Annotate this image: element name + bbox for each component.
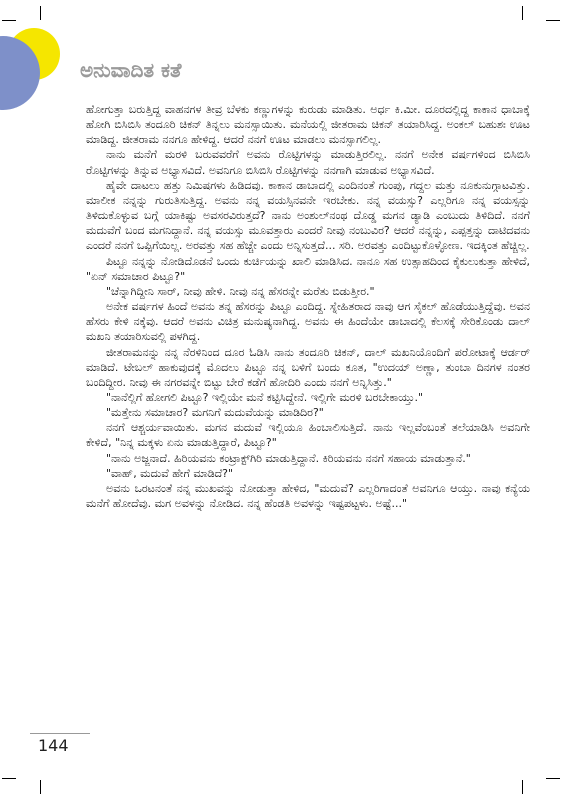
paragraph: ಅನೇಕ ವರ್ಷಗಳ ಹಿಂದೆ ಅವನು ತನ್ನ ಹೆಸರನ್ನು ಪಿಟ್ಟೂ ಎಂದಿದ್ದ. ಸ್ನೇಹಿತರಾದ ನಾವು ಆಗ ಸೈಕಲ್ ಹೊಡೆಯುತ್ತಿದ್ದೆವು. ಅವನ ಹೆಸರು ಕೇಳಿ ನಕ್ಕೆವು. ಆದರೆ ಅವನು ವಿಚಿತ್ರ ಮನುಷ್ಯನಾಗಿದ್ದ. ಅವನು ಈ ಹಿಂದೆಯೇ ಡಾಬಾದಲ್ಲಿ ಕೆಲಸಕ್ಕೆ ಸೇರಿಕೊಂಡು ದಾಲ್ ಮಖನಿ ತಯಾರಿಸುವಲ್ಲಿ ಪಳಗಿದ್ದ.: [86, 300, 530, 344]
paragraph: "ವಾಹ್, ಮದುವೆ ಹೇಗೆ ಮಾಡಿದೆ?": [106, 466, 234, 480]
paragraph: "ನಾನೆಲ್ಲಿಗೆ ಹೋಗಲಿ ಪಿಟ್ಟೂ? ಇಲ್ಲಿಯೇ ಮನೆ ಕಟ್ಟಿಸಿದ್ದೇನೆ. ಇಲ್ಲಿಗೇ ಮರಳಿ ಬರಬೇಕಾಯ್ತು.": [106, 390, 424, 404]
crop-mark: [522, 6, 523, 20]
page-number: 144: [38, 736, 69, 755]
paragraph: ನನಗೆ ಆಶ್ಚರ್ಯವಾಯಿತು. ಮಗನ ಮದುವೆ ಇಲ್ಲಿಯೂ ಹಿಂಬಾಲಿಸುತ್ತಿದೆ. ನಾನು ಇಲ್ಲವೆಂಬಂತೆ ತಲೆಯಾಡಿಸಿ ಅವನಿಗೇ ಕೇಳಿದೆ, "ನಿನ್ನ ಮಕ್ಕಳು ಏನು ಮಾಡುತ್ತಿದ್ದಾರೆ, ಪಿಟ್ಟೂ?": [86, 421, 530, 450]
paragraph: ನಾನು ಮನೆಗೆ ಮರಳಿ ಬರುವವರೆಗೆ ಅವನು ರೊಟ್ಟಿಗಳನ್ನು ಮಾಡುತ್ತಿರಲಿಲ್ಲ. ನನಗೆ ಅನೇಕ ವರ್ಷಗಳಿಂದ ಬಿಸಿಬಿಸಿ ರೊಟ್ಟಿಗಳನ್ನು ತಿನ್ನುವ ಅಭ್ಯಾಸವಿದೆ. ಅವನಿಗೂ ಬಿಸಿಬಿಸಿ ರೊಟ್ಟಿಗಳನ್ನು ನನಗಾಗಿ ಮಾಡುವ ಅಭ್ಯಾಸವಿದೆ.: [86, 148, 530, 177]
crop-mark: [40, 6, 41, 20]
paragraph: ಹೈವೇ ದಾಟಲು ಹತ್ತು ನಿಮಿಷಗಳು ಹಿಡಿದವು. ಕಾಕಾನ ಡಾಬಾದಲ್ಲಿ ಎಂದಿನಂತೆ ಗುಂಪು, ಗದ್ದಲ ಮತ್ತು ನೂಕುನುಗ್ಗಾಟವಿತ್ತು. ಮಾಲೀಕ ನನ್ನನ್ನು ಗುರುತಿಸುತ್ತಿದ್ದ. ಅವನು ನನ್ನ ವಯಸ್ಸಿನವನೇ ಇರಬೇಕು. ನನ್ನ ವಯಸ್ಸು? ಎಲ್ಲರಿಗೂ ನನ್ನ ವಯಸ್ಸನ್ನು ತಿಳಿದುಕೊಳ್ಳುವ ಬಗ್ಗೆ ಯಾಕಿಷ್ಟು ಅವಸರವಿರುತ್ತದೆ? ನಾನು ಅಂಶುಲ್‌ನಂಥ ದೊಡ್ಡ ಮಗನ ಡ್ಯಾಡಿ ಎಂಬುದು ತಿಳಿದಿದೆ. ನನಗೆ ಮದುವೆಗೆ ಬಂದ ಮಗನಿದ್ದಾನೆ. ನನ್ನ ವಯಸ್ಸು ಮೂವತ್ತಾರು ಎಂದರೆ ನೀವು ನಂಬುವಿರ? ಆದರೆ ನನ್ನನ್ನು, ಎಪ್ಪತ್ತನ್ನು ದಾಟಿದವನು ಎಂದರೆ ನನಗೆ ಒಪ್ಪಿಗೆಯಿಲ್ಲ. ಅರವತ್ತು ಸಹ ಹೆಚ್ಚೇ ಎಂದು ಅನ್ನಿಸುತ್ತದೆ... ಸರಿ. ಅರವತ್ತು ಎಂದಿಟ್ಟುಕೊಳ್ಳೋಣ. ಇದಕ್ಕಿಂತ ಹೆಚ್ಚಿಲ್ಲ.: [86, 178, 530, 253]
crop-mark: [522, 780, 523, 794]
crop-mark: [40, 780, 41, 794]
footer-rule: [30, 733, 90, 734]
paragraph: ಜೀತರಾಮನನ್ನು ನನ್ನ ನೆರಳಿನಿಂದ ದೂರ ಓಡಿಸಿ ನಾನು ತಂದೂರಿ ಚಿಕನ್, ದಾಲ್ ಮಖನಿಯೊಂದಿಗೆ ಪರೋಟಾಕ್ಕೆ ಆರ್ಡರ್ ಮಾಡಿದೆ. ಟೇಬಲ್ ಹಾಕುವುದಕ್ಕೆ ಮೊದಲು ಪಿಟ್ಟೂ ನನ್ನ ಬಳಿಗೆ ಬಂದು ಕೂತ, "ಉದಯ್ ಅಣ್ಣಾ, ತುಂಬಾ ದಿನಗಳ ನಂತರ ಬಂದಿದ್ದೀರ. ನೀವು ಈ ನಗರವನ್ನೇ ಬಿಟ್ಟು ಬೇರೆ ಕಡೆಗೆ ಹೋದಿರಿ ಎಂದು ನನಗೆ ಅನ್ನಿಸಿತ್ತು.": [86, 345, 530, 389]
paragraph: ಅವನು ಒರಟನಂತೆ ನನ್ನ ಮುಖವನ್ನು ನೋಡುತ್ತಾ ಹೇಳಿದ, "ಮದುವೆ? ಎಲ್ಲರಿಗಾದಂತೆ ಅವನಿಗೂ ಆಯ್ತು. ನಾವು ಕನ್ಯೆಯ ಮನೆಗೆ ಹೋದೆವು. ಮಗ ಅವಳನ್ನು ನೋಡಿದ. ನನ್ನ ಹೆಂಡತಿ ಅವಳನ್ನು ಇಷ್ಟಪಟ್ಟಳು. ಅಷ್ಟೆ...": [86, 481, 530, 511]
crop-mark: [2, 20, 16, 21]
crop-mark: [2, 778, 16, 779]
paragraph: ಹೋಗುತ್ತಾ ಬರುತ್ತಿದ್ದ ವಾಹನಗಳ ತೀವ್ರ ಬೆಳಕು ಕಣ್ಣುಗಳನ್ನು ಕುರುಡು ಮಾಡಿತು. ಅರ್ಧ ಕಿ.ಮೀ. ದೂರದಲ್ಲಿದ್ದ ಕಾಕಾನ ಧಾಬಾಕ್ಕೆ ಹೋಗಿ ಬಿಸಿಬಿಸಿ ತಂದೂರಿ ಚಿಕನ್ ತಿನ್ನಲು ಮನಸ್ಸಾಯಿತು. ಮನೆಯಲ್ಲಿ ಜೀತರಾಮ ಚಿಕನ್ ತಯಾರಿಸಿದ್ದ. ಅಂಕಲ್ ಬಹುಶಃ ಊಟ ಮಾಡಿದ್ದ. ಜೀತರಾಮ ನನಗೂ ಹೇಳಿದ್ದ. ಆದರೆ ನನಗೆ ಊಟ ಮಾಡಲು ಮನಸ್ಸಾಗಲಿಲ್ಲ.: [86, 103, 530, 147]
crop-mark: [546, 778, 560, 779]
paragraph: "ಮತ್ತೇನು ಸಮಾಚಾರ? ಮಗನಿಗೆ ಮದುವೆಯನ್ನು ಮಾಡಿದಿರ?": [106, 406, 324, 420]
section-title: ಅನುವಾದಿತ ಕತೆ: [80, 58, 182, 82]
paragraph: "ಚೆನ್ನಾಗಿದ್ದೀನಿ ಸಾರ್, ನೀವು ಹೇಳಿ. ನೀವು ನನ್ನ ಹೆಸರನ್ನೇ ಮರೆತು ಬಿಡುತ್ತೀರ.": [106, 284, 375, 298]
paragraph: ಪಿಟ್ಟೂ ನನ್ನನ್ನು ನೋಡಿದೊಡನೆ ಒಂದು ಕುರ್ಚಿಯನ್ನು ಖಾಲಿ ಮಾಡಿಸಿದ. ನಾನೂ ಸಹ ಉತ್ಸಾಹದಿಂದ ಕೈಕುಲುಕುತ್ತಾ ಹೇಳಿದೆ, "ಏನ್ ಸಮಾಚಾರ ಪಿಟ್ಟೂ?": [86, 254, 530, 283]
paragraph: "ನಾನು ಅಜ್ಜನಾದೆ. ಹಿರಿಯವನು ಕಂಟ್ರಾಕ್ಟ್‌ಗಿರಿ ಮಾಡುತ್ತಿದ್ದಾನೆ. ಕಿರಿಯವನು ನನಗೆ ಸಹಾಯ ಮಾಡುತ್ತಾನೆ.": [106, 451, 471, 465]
story-text: [86, 102, 530, 511]
crop-mark: [546, 20, 560, 21]
